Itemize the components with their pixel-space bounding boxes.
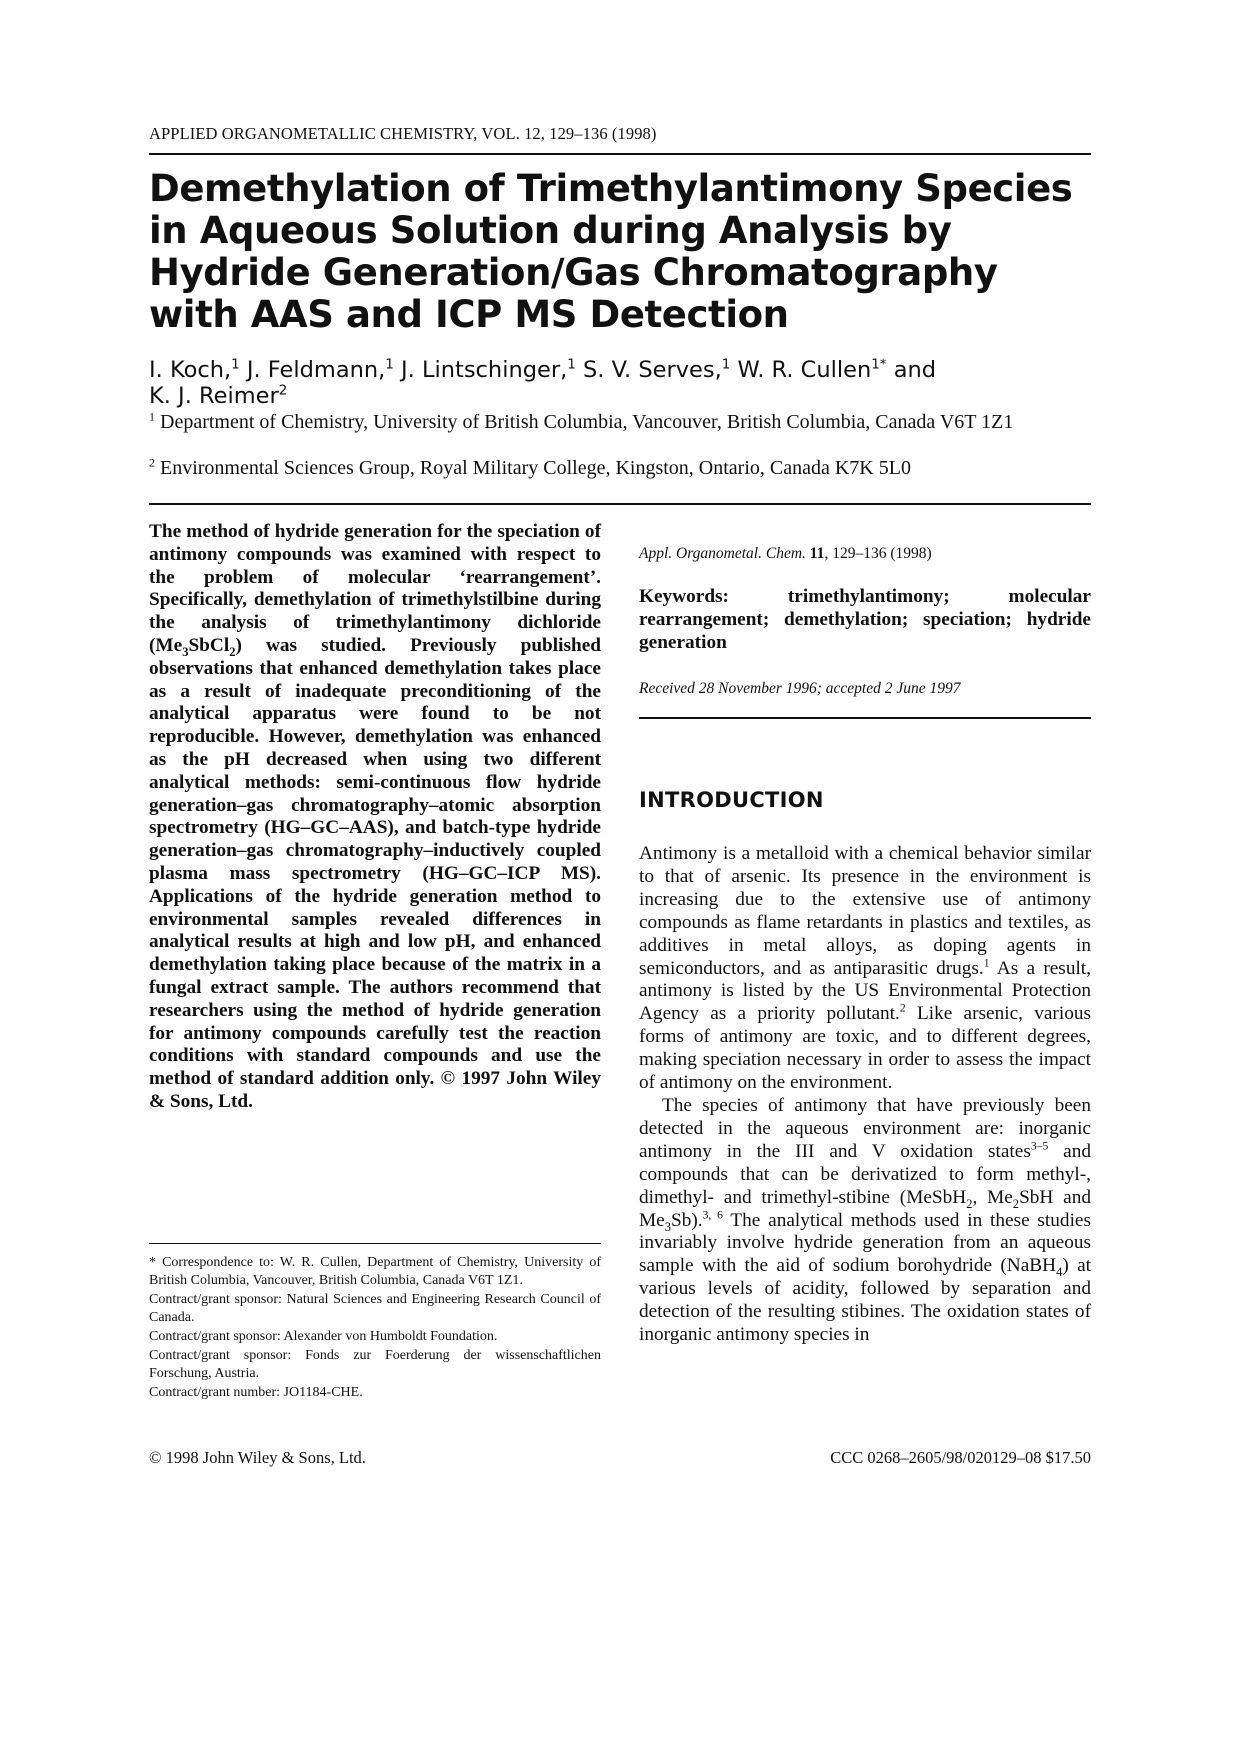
text-run: , Me [972, 1186, 1013, 1208]
author: W. R. Cullen [730, 357, 872, 383]
column-rule [639, 717, 1091, 719]
footnote-rule [149, 1243, 601, 1244]
affiliation-1 [149, 411, 1091, 433]
paragraph [639, 843, 1091, 1095]
reference-mark[interactable]: 3, 6 [702, 1208, 723, 1222]
title-block-rule [149, 503, 1091, 505]
reference-mark[interactable]: 3–5 [1030, 1139, 1049, 1153]
abstract-text: SbCl [188, 634, 230, 656]
subscript: 3 [182, 644, 189, 659]
footnote-correspondence: * Correspondence to: W. R. Cullen, Department of Chemistry, University of British Columbia, Vancouver, British Columbia, Canada V6T 1Z1. [149, 1255, 601, 1289]
text-run: Like arsenic, various forms of antimony are toxic, and to different degrees, making speciation necessary in order to assess the impact of antimony on the environment. [639, 1003, 1091, 1094]
page-range: , 129–136 (1998) [824, 545, 932, 562]
text-run: SbH and Me [639, 1186, 1092, 1231]
section-heading-introduction: INTRODUCTION [639, 788, 824, 812]
introduction-body [639, 843, 1091, 1347]
subscript: 3 [664, 1219, 671, 1234]
paragraph [639, 1095, 1091, 1347]
text-run: Sb). [670, 1209, 703, 1231]
author-list [149, 357, 1091, 409]
volume-number: 11 [809, 545, 825, 562]
subscript: 2 [966, 1196, 973, 1211]
affiliation-mark: 1 [231, 356, 240, 373]
author: J. Feldmann, [239, 357, 386, 383]
keywords: Keywords: trimethylantimony; molecular rearrangement; demethylation; speciation; hydride generation [639, 586, 1091, 653]
affiliation-mark: 1 [721, 356, 731, 373]
affiliation-mark: 1 [149, 409, 155, 424]
received-dates: Received 28 November 1996; accepted 2 June 1997 [639, 680, 961, 697]
author: S. V. Serves, [575, 357, 722, 383]
footnote-grant-number: Contract/grant number: JO1184-CHE. [149, 1385, 363, 1401]
header-rule [149, 153, 1091, 155]
text-run: The analytical methods used in these studies invariably involve hydride generation from an aqueous sample with the aid of sodium borohydride (NaBH [639, 1209, 1091, 1277]
text-run: and compounds that can be derivatized to form methyl-, dimethyl- and trimethyl-stibine (MeSbH [639, 1140, 1091, 1208]
abstract [149, 521, 601, 1114]
author: I. Koch, [149, 357, 232, 383]
article-title: Demethylation of Trimethylantimony Species in Aqueous Solution during Analysis by Hydride Generation/Gas Chromatography with AAS and ICP MS Detection [149, 167, 1073, 336]
text-run: ) at various levels of acidity, followed by separation and detection of the resulting stibines. The oxidation states of inorganic antimony species in [639, 1255, 1091, 1346]
affiliation-text: Department of Chemistry, University of British Columbia, Vancouver, British Columbia, Canada V6T 1Z1 [155, 411, 1014, 433]
citation-line [639, 545, 1091, 563]
ccc-code: CCC 0268–2605/98/020129–08 $17.50 [830, 1448, 1091, 1467]
affiliation-mark: 1 [385, 356, 394, 373]
affiliation-mark: 1 [567, 356, 576, 373]
footnotes [149, 1254, 601, 1403]
affiliation-2 [149, 457, 1091, 479]
author: K. J. Reimer [149, 383, 279, 409]
text-run: The species of antimony that have previously been detected in the aqueous environment are: inorganic antimony in the III and V oxidation states [639, 1094, 1091, 1162]
affiliation-text: Environmental Sciences Group, Royal Military College, Kingston, Ontario, Canada K7K 5L0 [155, 457, 911, 479]
footnote-sponsor: Contract/grant sponsor: Natural Sciences and Engineering Research Council of Canada. [149, 1292, 601, 1326]
author: J. Lintschinger, [393, 357, 568, 383]
reference-mark[interactable]: 1 [983, 956, 990, 970]
reference-mark[interactable]: 2 [899, 1001, 906, 1015]
corresponding-mark: 1* [871, 356, 887, 373]
footnote-sponsor: Contract/grant sponsor: Alexander von Humboldt Foundation. [149, 1329, 498, 1345]
subscript: 2 [229, 644, 236, 659]
subscript: 4 [1056, 1265, 1063, 1280]
journal-page [149, 0, 1091, 1755]
copyright-notice: © 1998 John Wiley & Sons, Ltd. [149, 1448, 366, 1467]
footnote-sponsor: Contract/grant sponsor: Fonds zur Foerderung der wissenschaftlichen Forschung, Austria. [149, 1347, 601, 1382]
journal-name: Appl. Organometal. Chem. [639, 545, 806, 562]
text-run: As a result, antimony is listed by the US Environmental Protection Agency as a priority pollutant. [639, 957, 1091, 1025]
affiliation-mark: 2 [149, 455, 155, 470]
subscript: 2 [1012, 1196, 1020, 1211]
abstract-text: ) was studied. Previously published observations that enhanced demethylation takes place as a result of inadequate preconditioning of the analytical apparatus were found to be not reproducible. However, demethylation was enhanced as the pH decreased when using two different analytical methods: semi-continuous flow hydride generation–gas chromatography–atomic absorption spectrometry (HG–GC–AAS), and batch-type hydride generation–gas chromatography–inductively coupled plasma mass spectrometry (HG–GC–ICP MS). Applications of the hydride generation method to environmental samples revealed differences in analytical results at high and low pH, and enhanced demethylation taking place because of the matrix in a fungal extract sample. The authors recommend that researchers using the method of hydride generation for antimony compounds carefully test the reaction conditions with standard compounds and use the method of standard addition only. © 1997 John Wiley & Sons, Ltd. [149, 634, 601, 1112]
affiliation-mark: 2 [278, 382, 288, 399]
author-conjunction: and [886, 357, 937, 383]
text-run: Antimony is a metalloid with a chemical behavior similar to that of arsenic. Its presence in the environment is increasing due to the extensive use of antimony compounds as flame retardants in plastics and textiles, as additives in metal alloys, as doping agents in semiconductors, and as antiparasitic drugs. [639, 843, 1091, 979]
running-head: APPLIED ORGANOMETALLIC CHEMISTRY, VOL. 12, 129–136 (1998) [149, 124, 657, 143]
abstract-text: The method of hydride generation for the speciation of antimony compounds was examined with respect to the problem of molecular ‘rearrangement’. Specifically, demethylation of trimethylstilbine during the analysis of trimethylantimony dichloride (Me [149, 521, 601, 656]
